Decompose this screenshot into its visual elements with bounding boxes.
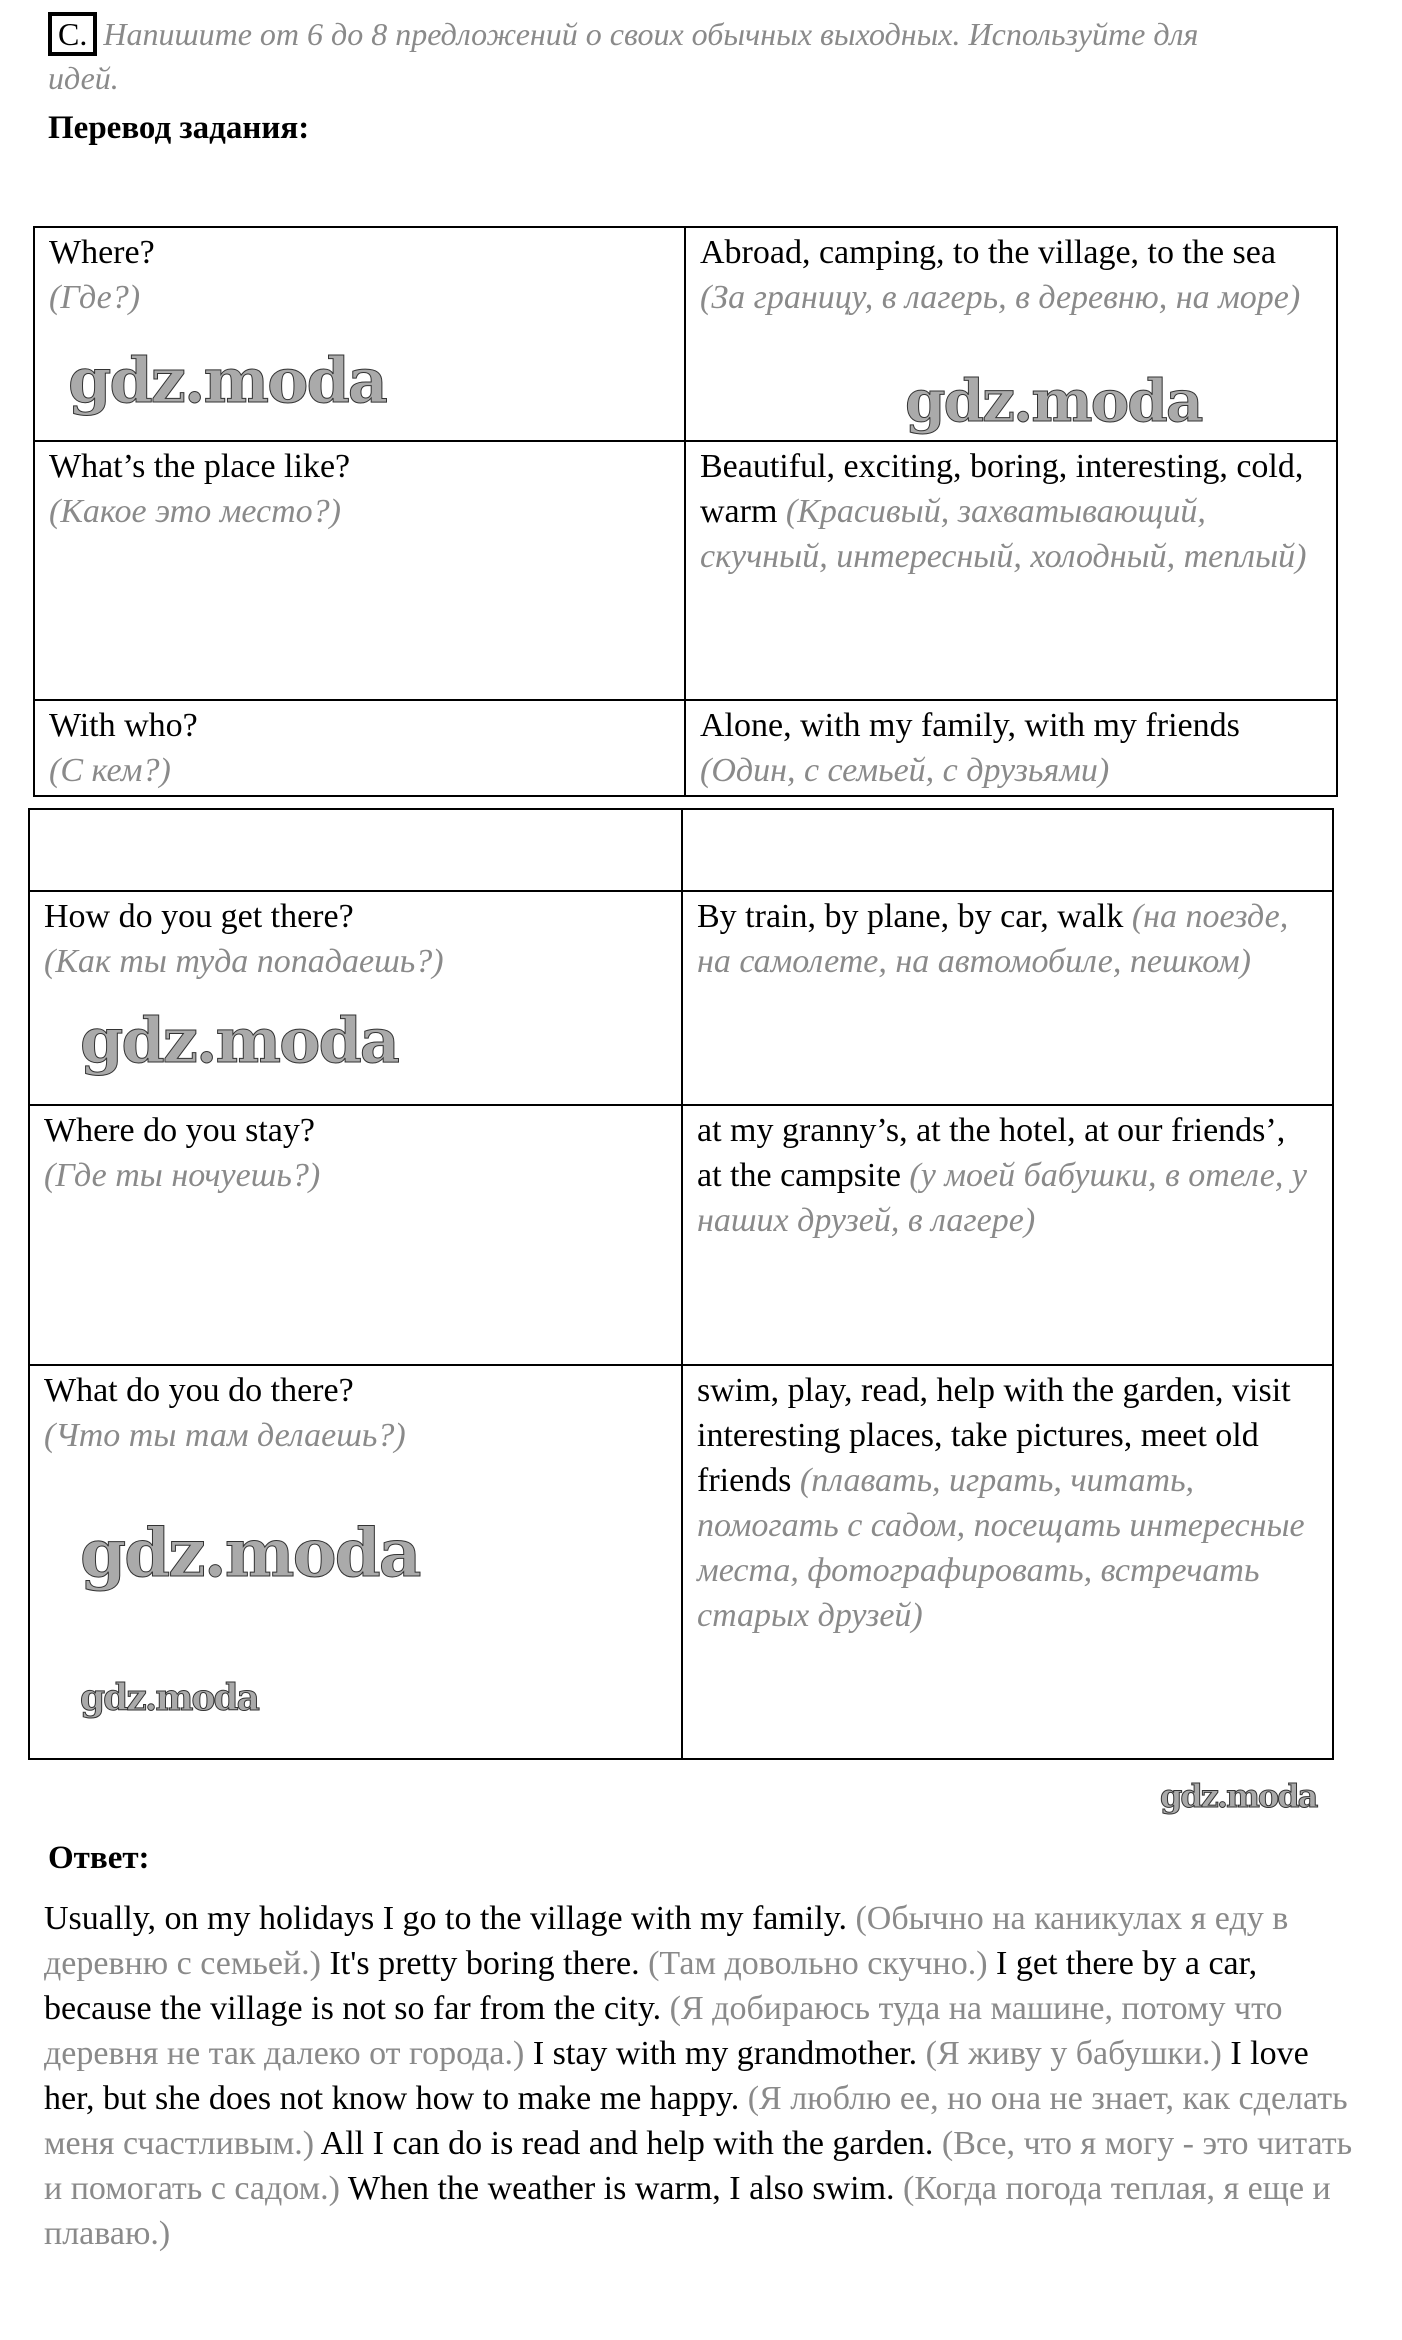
translation-heading: Перевод задания:	[48, 110, 310, 146]
question-cell: Where do you stay? (Где ты ночуешь?)	[29, 1105, 682, 1365]
question-cell: With who? (С кем?)	[34, 700, 685, 796]
task-letter: C.	[48, 12, 97, 56]
watermark: gdz.moda	[905, 367, 1202, 435]
answer-cell: swim, play, read, help with the garden, visit interesting places, take pictures, meet old friends (плавать, играть, читать, помогать с садом, посещать интересные места, фотографировать, встречать старых друзей)	[682, 1365, 1333, 1759]
table-row-empty	[29, 809, 1333, 891]
answer-text: Usually, on my holidays I go to the village with my family. (Обычно на каникулах я еду в деревню с семьей.) It's pretty boring there. (Там довольно скучно.) I get there by a car, because the village is not so far from the city. (Я добираюсь туда на машине, потому что деревня не так далеко от города.) I stay with my grandmother. (Я живу у бабушки.) I love her, but she does not know how to make me happy. (Я люблю ее, но она не знает, как сделать меня счастливым.) All I can do is read and help with the garden. (Все, что я могу - это читать и помогать с садом.) When the weather is warm, I also swim. (Когда погода теплая, я еще и плаваю.)	[44, 1900, 1353, 2252]
ideas-table-1	[33, 226, 1338, 797]
table-row	[34, 700, 1337, 796]
ideas-table-2	[28, 808, 1334, 1760]
answer-cell: at my granny’s, at the hotel, at our friends’, at the campsite (у моей бабушки, в отеле, у наших друзей, в лагере)	[682, 1105, 1333, 1365]
question-cell: What do you do there? (Что ты там делаешь?)	[29, 1365, 682, 1759]
answer-cell: Alone, with my family, with my friends (Один, с семьей, с друзьями)	[685, 700, 1337, 796]
watermark: gdz.moda	[80, 1677, 258, 1719]
table-row	[34, 441, 1337, 700]
answer-cell: By train, by plane, by car, walk (на поезде, на самолете, на автомобиле, пешком)	[682, 891, 1333, 1105]
question-cell: Where? (Где?)	[34, 227, 685, 441]
question-cell: What’s the place like? (Какое это место?)	[34, 441, 685, 700]
task-text: Напишите от 6 до 8 предложений о своих обычных выходных. Используйте для идей.	[48, 16, 1199, 96]
answer-heading: Ответ:	[48, 1840, 150, 1876]
answer-cell: Abroad, camping, to the village, to the sea (За границу, в лагерь, в деревню, на море)	[685, 227, 1337, 441]
task-instruction	[48, 12, 1228, 100]
question-cell: How do you get there? (Как ты туда попадаешь?)	[29, 891, 682, 1105]
table-row	[29, 1105, 1333, 1365]
watermark: gdz.moda	[1160, 1777, 1317, 1815]
watermark: gdz.moda	[80, 1514, 420, 1592]
watermark: gdz.moda	[80, 1004, 398, 1077]
answer-cell: Beautiful, exciting, boring, interesting, cold, warm (Красивый, захватывающий, скучный, интересный, холодный, теплый)	[685, 441, 1337, 700]
watermark: gdz.moda	[68, 344, 386, 417]
